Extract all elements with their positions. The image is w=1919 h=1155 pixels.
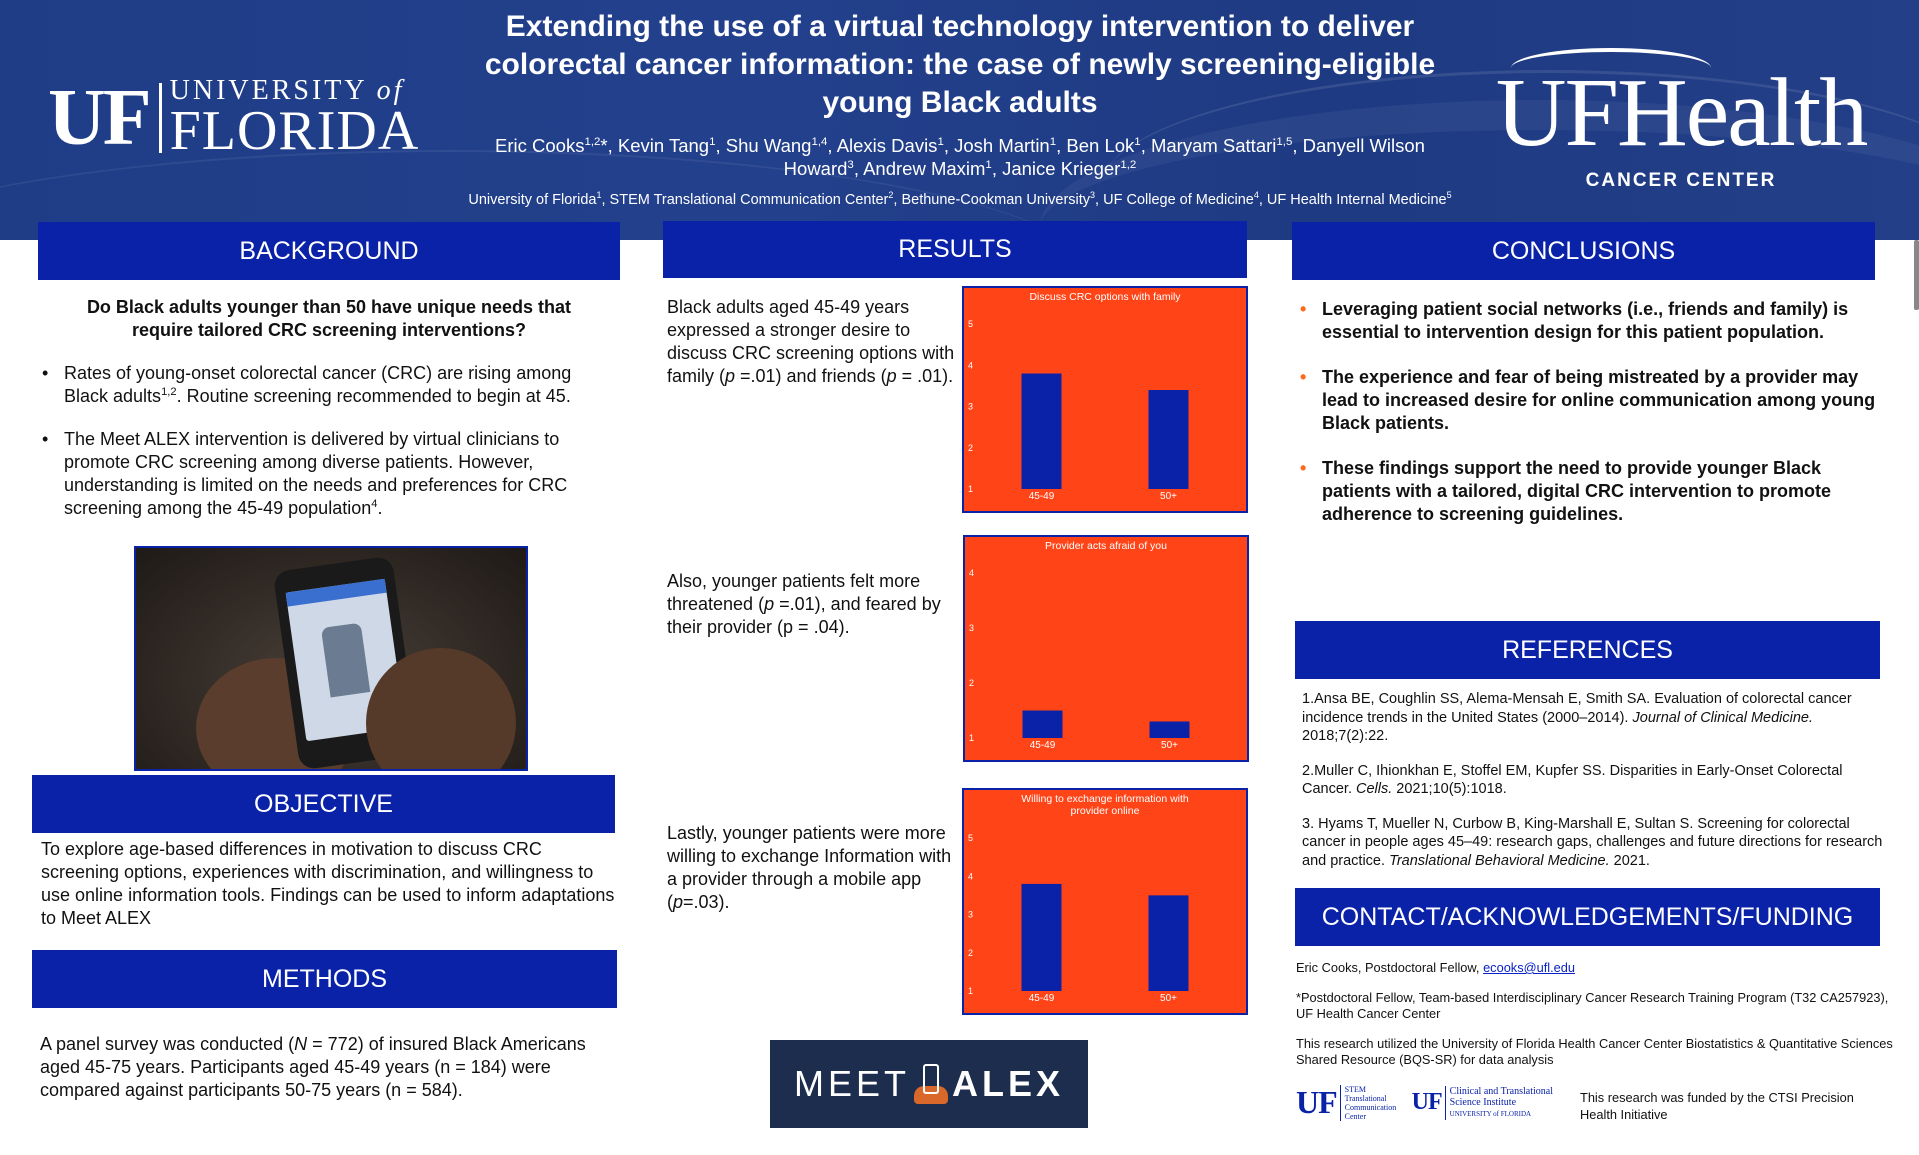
reference-item: 3. Hyams T, Mueller N, Curbow B, King-Marshall E, Sultan S. Screening for colorectal cancer in people ages 45–49: research gaps, challenges and future directions for research and practice. Translational Behavioral Medicine. 2021.: [1302, 815, 1883, 869]
chart-title: Discuss CRC options with family: [1029, 291, 1181, 303]
x-tick-label: 50+: [1160, 993, 1177, 1004]
affiliation-name: Bethune-Cookman University: [901, 192, 1091, 208]
results-text-3: Lastly, younger patients were more willing to exchange Information with a provider through a mobile app (p=.03).: [667, 823, 952, 912]
author-name: Eric Cooks: [495, 135, 585, 156]
x-tick-label: 45-49: [1028, 491, 1055, 502]
ufh-logo-main: UFHealth: [1495, 59, 1867, 167]
stem-center-logo-text: STEM Translational Communication Center: [1340, 1085, 1398, 1121]
x-tick-label: 45-49: [1028, 993, 1055, 1004]
background-body: [38, 296, 620, 520]
y-tick-label: 4: [968, 871, 974, 882]
contact-heading: CONTACT/ACKNOWLEDGEMENTS/FUNDING: [1295, 888, 1880, 946]
uf-health-cancer-center-logo: [1491, 48, 1871, 192]
chart-title: Provider acts afraid of you: [1045, 540, 1167, 552]
affiliation-name: University of Florida: [468, 192, 597, 208]
author-name: Shu Wang: [725, 135, 812, 156]
methods-heading: METHODS: [32, 950, 617, 1008]
y-tick-label: 3: [969, 623, 975, 633]
affiliation-name: UF College of Medicine: [1103, 192, 1254, 208]
phone-in-hands-icon: [914, 1062, 948, 1106]
chart-title: Willing to exchange information with: [1021, 793, 1189, 805]
y-tick-label: 2: [968, 947, 974, 958]
author-name: Ben Lok: [1066, 135, 1135, 156]
x-tick-label: 50+: [1160, 491, 1177, 502]
y-tick-label: 1: [969, 733, 975, 743]
objective-text: To explore age-based differences in motivation to discuss CRC screening options, experiences with discrimination, and willingness to use online information tools. Findings can be used to inform adaptations to Meet ALEX: [41, 839, 615, 928]
patient-phone-photo: [134, 546, 528, 771]
results-text-1: Black adults aged 45-49 years expressed a stronger desire to discuss CRC screening options with family (p =.01) and friends (p = .01).: [667, 297, 955, 386]
author-name: Josh Martin: [954, 135, 1050, 156]
affiliation-name: UF Health Internal Medicine: [1266, 192, 1447, 208]
x-tick-label: 50+: [1161, 740, 1178, 751]
y-tick-label: 5: [968, 319, 974, 329]
chart-title: provider online: [1070, 805, 1140, 817]
author-name: Alexis Davis: [836, 135, 938, 156]
footer-logos: [1296, 1084, 1553, 1121]
poster-header: [0, 0, 1919, 240]
author-list: Eric Cooks$^{1,2}$*, Kevin Tang$^1$, Shu Wang$^{1,4}$, Alexis Davis$^1$, Josh Martin$^1$, Ben Lok$^1$, Maryam Sattari$^{1,5}$, Danyell Wilson Howard$^3$, Andrew Maxim$^1$, Janice Krieger$^{1,2}$: [495, 135, 1425, 179]
y-tick-label: 3: [968, 401, 974, 412]
fellowship-line: *Postdoctoral Fellow, Team-based Interdisciplinary Cancer Research Training Program (T32 CA257923), UF Health Cancer Center: [1296, 989, 1889, 1021]
bqs-line: This research utilized the University of Florida Health Cancer Center Biostatistics & Quantitative Sciences Shared Resource (BQS-SR) for data analysis: [1296, 1035, 1893, 1067]
reference-item: 2.Muller C, Ihionkhan E, Stoffel EM, Kupfer SS. Disparities in Early-Onset Colorectal Cancer. Cells. 2021;10(5):1018.: [1302, 762, 1843, 797]
y-tick-label: 4: [968, 360, 974, 371]
ufh-logo-sub: CANCER CENTER: [1585, 170, 1777, 191]
y-tick-label: 2: [968, 442, 974, 453]
uf-logo-mark: UF: [48, 74, 149, 162]
email-link[interactable]: ecooks@ufl.edu: [1483, 960, 1576, 975]
poster-title: Extending the use of a virtual technology intervention to deliver colorectal cancer information: the case of newly screening-eligible young Black adults: [484, 10, 1436, 119]
university-of-florida-logo: [48, 74, 420, 162]
contact-line: Eric Cooks, Postdoctoral Fellow, ecooks@ufl.edu: [1296, 960, 1576, 975]
stem-center-logo-mark: UF: [1296, 1084, 1337, 1120]
bar: [1149, 895, 1189, 991]
conclusion-item: • Leveraging patient social networks (i.e., friends and family) is essential to intervention design for this patient population.: [1296, 298, 1881, 344]
scrollbar[interactable]: [1914, 240, 1919, 310]
references-list: [1302, 690, 1888, 886]
objective-heading: OBJECTIVE: [32, 775, 615, 833]
author-name: Andrew Maxim: [863, 158, 986, 179]
background-question: Do Black adults younger than 50 have unique needs that require tailored CRC screening interventions?: [86, 297, 572, 340]
conclusions-body: [1296, 298, 1881, 548]
chart-discuss-family: [962, 286, 1248, 513]
background-heading: BACKGROUND: [38, 222, 620, 280]
reference-item: 1.Ansa BE, Coughlin SS, Alema-Mensah E, Smith SA. Evaluation of colorectal cancer incidence trends in the United States (2000–2014). Journal of Clinical Medicine. 2018;7(2):22.: [1302, 691, 1852, 744]
y-tick-label: 1: [968, 986, 974, 996]
results-heading: RESULTS: [663, 221, 1247, 278]
contact-body: [1296, 960, 1896, 1082]
author-name: Danyell Wilson Howard: [783, 135, 1425, 179]
bar: [1023, 711, 1063, 739]
background-bullet: • Rates of young-onset colorectal cancer (CRC) are rising among Black adults$^{1,2}$. Routine screening recommended to begin at 45.: [38, 362, 610, 408]
logo-arc: [1511, 48, 1711, 88]
bar: [1022, 884, 1062, 991]
y-tick-label: 5: [968, 833, 974, 843]
title-block: [440, 8, 1480, 208]
references-heading: REFERENCES: [1295, 621, 1880, 679]
chart-exchange-online: [962, 788, 1248, 1015]
author-name: Janice Krieger: [1002, 158, 1121, 179]
conclusion-item: • The experience and fear of being mistreated by a provider may lead to increased desire for online communication among young Black patients.: [1296, 366, 1881, 435]
chart-provider-afraid: [963, 535, 1249, 762]
meet-alex-logo: MEET ALEX: [770, 1040, 1088, 1128]
ctsi-logo-mark: UF: [1411, 1089, 1442, 1115]
y-tick-label: 4: [969, 568, 975, 578]
funding-line: This research was funded by the CTSI Precision Health Initiative: [1580, 1090, 1854, 1122]
conclusions-heading: CONCLUSIONS: [1292, 222, 1875, 280]
affiliation-name: STEM Translational Communication Center: [609, 192, 889, 208]
bar: [1150, 722, 1190, 739]
methods-text: A panel survey was conducted (N = 772) of insured Black Americans aged 45-75 years. Participants aged 45-49 years (n = 184) were compared against participants 50-75 years (n = 584).: [40, 1034, 586, 1100]
x-tick-label: 45-49: [1029, 740, 1056, 751]
background-bullet: • The Meet ALEX intervention is delivered by virtual clinicians to promote CRC screening among diverse patients. However, understanding is limited on the needs and preferences for CRC screening among the 45-49 population$^4$.: [38, 428, 610, 520]
affiliation-list: University of Florida$^1$, STEM Translational Communication Center$^2$, Bethune-Cookman University$^3$, UF College of Medicine$^4$, UF Health Internal Medicine$^5$: [468, 190, 1452, 208]
results-text-2: Also, younger patients felt more threatened (p =.01), and feared by their provider (p = .04).: [667, 571, 941, 637]
uf-logo-divider: [159, 83, 162, 153]
author-name: Kevin Tang: [617, 135, 710, 156]
bar: [1022, 374, 1062, 490]
y-tick-label: 3: [968, 909, 974, 920]
uf-logo-wordmark: UNIVERSITY of FLORIDA: [169, 75, 420, 162]
author-name: Maryam Sattari: [1150, 135, 1277, 156]
y-tick-label: 2: [969, 678, 975, 688]
conclusion-item: • These findings support the need to provide younger Black patients with a tailored, digital CRC intervention to promote adherence to screening guidelines.: [1296, 457, 1881, 526]
y-tick-label: 1: [968, 484, 974, 494]
bar: [1149, 390, 1189, 489]
ctsi-logo-text: Clinical and Translational Science Institute UNIVERSITY of FLORIDA: [1445, 1086, 1553, 1120]
